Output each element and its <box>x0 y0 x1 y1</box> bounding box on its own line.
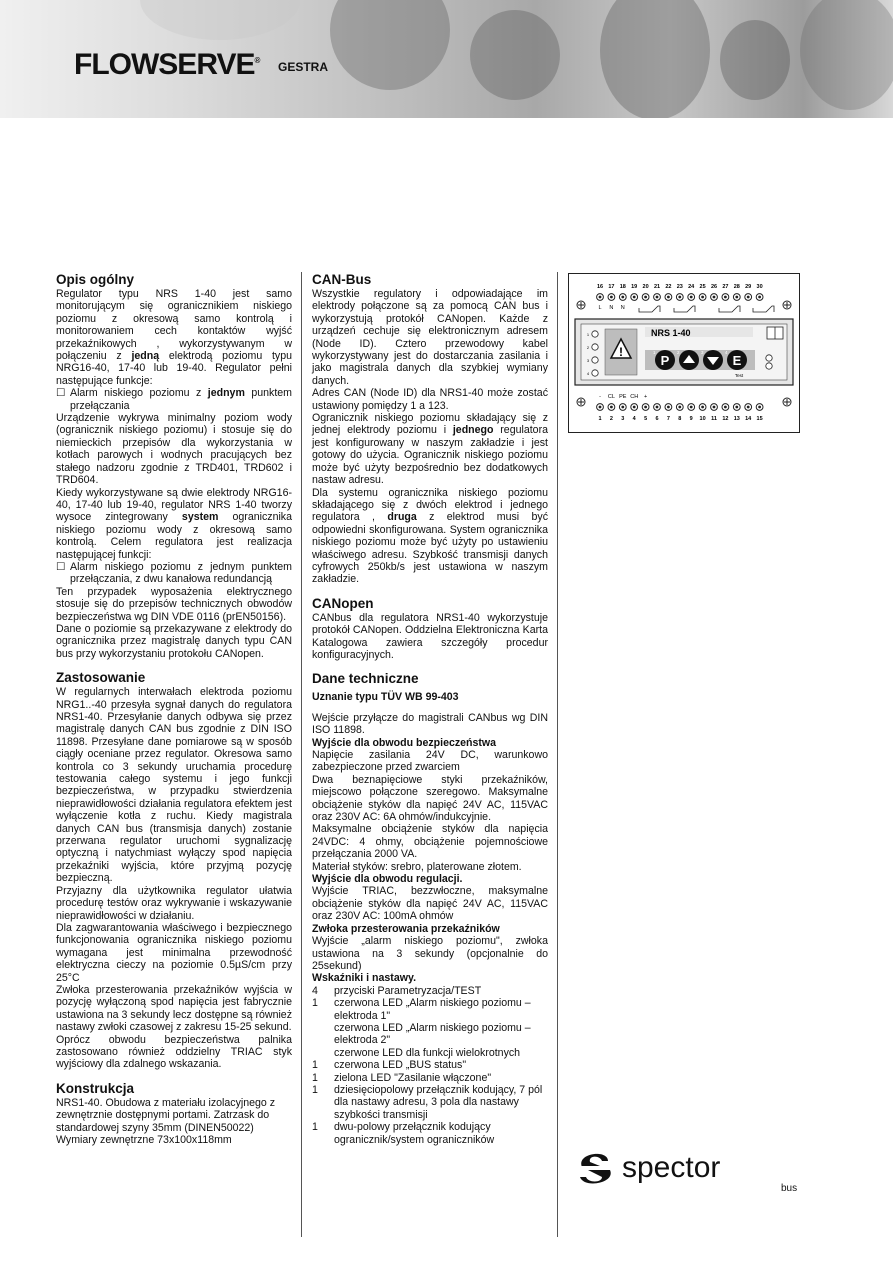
terminal-number: 16 <box>596 284 604 290</box>
terminal-number: 27 <box>722 284 729 290</box>
paragraph: Wszystkie regulatory i odpowiadające im elektrody połączone są za pomocą CAN bus i wykorzystują protokół CANopen. Każde z urządzeń cechuje się elektronicznym adresem (Node ID). Cztero przewodowy kabel wykorzystywany jest do dostarczania zasilania i jako magistrala danych dla szybkiej wymiany danych. <box>312 288 548 387</box>
device-diagram <box>569 274 799 432</box>
indicator-count: 4 <box>312 984 318 997</box>
paragraph: Zwłoka przesterowania przekaźników wyjścia w pozycję wyłączoną spod napięcia jest fabrycznie ustawiona na 3 sekundy lecz dostępne są również nastawy zwłoki czasowej z zakresu 15-25 sekund. <box>56 983 292 1034</box>
indicator-item <box>312 1072 548 1084</box>
terminal-number: 5 <box>644 416 648 422</box>
column-divider <box>301 272 302 1237</box>
indicator-item <box>312 985 548 997</box>
paragraph: Maksymalne obciążenie styków dla napięcia 24VDC: 4 ohmy, obciążenie pojemnościowe przełączania 2000 VA. <box>312 823 548 861</box>
terminal-number: 25 <box>699 284 706 290</box>
subsection-title: Wyjście dla obwodu regulacji. <box>312 873 463 886</box>
list-item: ☐ Alarm niskiego poziomu z jednym punktem przełączania, z dwu kanałowa redundancją <box>56 560 292 586</box>
led-number: 1 <box>586 332 590 337</box>
indicator-text: dziesięciopolowy przełącznik kodujący, 7 pól dla nastawy adresu, 3 pola dla nastawy szybkości transmisji <box>334 1083 543 1121</box>
terminal-number: 18 <box>619 284 626 290</box>
terminal-mark: CL <box>607 394 615 400</box>
test-label: Test <box>734 373 744 378</box>
terminal-mark: + <box>643 394 648 400</box>
indicator-count: 1 <box>312 997 318 1010</box>
checkbox-bullet-icon: ☐ <box>56 387 66 400</box>
terminal-number: 22 <box>665 284 672 290</box>
paragraph: Dwa beznapięciowe styki przekaźników, miejscowo połączone szeregowo. Maksymalne obciążenie styków dla napięć 24V AC, 115VAC oraz 230V AC: 6A ohmów/indukcyjnie. <box>312 773 548 824</box>
flowserve-logo: FLOWSERVE® <box>74 48 260 81</box>
terminal-number: 24 <box>688 284 695 290</box>
relay-contact-icon <box>753 306 774 312</box>
terminal-number: 13 <box>733 416 740 422</box>
indicator-item <box>312 1084 548 1121</box>
button-label: E <box>732 353 742 368</box>
terminal-number: 14 <box>745 416 752 422</box>
paragraph: Ten przypadek wyposażenia elektrycznego stosuje się do przepisów technicznych obwodów bezpieczeństwa wg DIN VDE 0116 (prEN50156). <box>56 585 292 623</box>
indicator-item <box>312 1047 548 1059</box>
indicator-count: 1 <box>312 1083 318 1096</box>
indicator-text: czerwone LED dla funkcji wielokrotnych <box>334 1046 521 1059</box>
terminal-mark: PE <box>619 394 627 400</box>
spector-bus-logo <box>574 1147 814 1197</box>
indicator-text: zielona LED "Zasilanie włączone" <box>334 1071 492 1084</box>
section-title: CANopen <box>312 595 374 611</box>
terminal-number: 10 <box>699 416 706 422</box>
led-indicator <box>766 355 772 361</box>
button-number: 3 <box>701 350 704 355</box>
paragraph: Przyjazny dla użytkownika regulator ułatwia procedurę testów oraz wykrywanie i wskazywanie nieprawidłowości w działaniu. <box>56 884 292 922</box>
led-indicator <box>592 370 598 376</box>
terminal-mark: - <box>599 394 601 400</box>
terminal-number: 6 <box>655 416 659 422</box>
indicator-count <box>312 1047 334 1059</box>
indicator-count: 1 <box>312 1121 318 1134</box>
terminal-number: 12 <box>722 416 729 422</box>
led-number: 4 <box>586 371 590 376</box>
section-title: Dane techniczne <box>312 671 419 687</box>
paragraph: Dla systemu ogranicznika niskiego poziomu składającego się z dwóch elektrod i jednego regulatora , druga z elektrod musi być odpowiedni skonfigurowana. System ogranicznika niskiego poziomu może być użyty po ustawieniu właściwego adresu. Szybkość transmisji danych cyfrowych 250kb/s jest ustawiona w naszym zakładzie. <box>312 486 548 586</box>
column-middle <box>312 272 548 1146</box>
button-number: 2 <box>677 350 680 355</box>
indicator-list <box>312 985 548 1146</box>
terminal-number: 7 <box>666 416 670 422</box>
subsection-title: Wskaźniki i nastawy. <box>312 972 417 985</box>
paragraph: NRS1-40. Obudowa z materiału izolacyjnego z zewnętrznie dostępnymi portami. Zatrzask do standardowej szyny 35mm (DINEN50022) Wymiary zewnętrzne 73x100x118mm <box>56 1096 276 1146</box>
led-number: 2 <box>586 345 590 350</box>
terminal-number: 9 <box>689 416 693 422</box>
list-item: ☐ Alarm niskiego poziomu z jednym punktem przełączania <box>56 387 292 412</box>
relay-contact-icon <box>639 306 660 312</box>
paragraph: Oprócz obwodu bezpieczeństwa palnika zastosowano również oddzielny TRIAC styk wyjściowy dla zdalnego wskazania. <box>56 1033 292 1071</box>
paragraph: Dane o poziomie są przekazywane z elektrody do ogranicznika przez magistralę danych typu CAN bus przy wykorzystaniu protokołu CANopen. <box>56 622 292 660</box>
terminal-number: 19 <box>631 284 638 290</box>
section-title: Opis ogólny <box>56 272 135 287</box>
header-banner <box>0 0 893 118</box>
svg-text:bus: bus <box>781 1183 798 1194</box>
paragraph: Wyjście „alarm niskiego poziomu", zwłoka ustawiona na 3 sekundy (opcjonalnie do 25sekund) <box>312 935 548 972</box>
column-left <box>56 272 292 1146</box>
gestra-logo: GESTRA <box>278 60 329 74</box>
indicator-text: czerwona LED „Alarm niskiego poziomu – elektroda 1" <box>334 997 531 1022</box>
subsection-title: Zwłoka przesterowania przekaźników <box>312 922 500 935</box>
led-indicator <box>592 344 598 350</box>
led-indicator <box>766 363 772 369</box>
subsection-title: Wyjście dla obwodu bezpieczeństwa <box>312 736 497 749</box>
section-title: Konstrukcja <box>56 1080 135 1096</box>
terminal-number: 28 <box>733 284 740 290</box>
checkbox-bullet-icon: ☐ <box>56 560 66 573</box>
button-number: 4 <box>725 350 728 355</box>
terminal-number: 8 <box>678 416 682 422</box>
section-title: CAN-Bus <box>312 272 372 287</box>
subsection-title: Uznanie typu TÜV WB 99-403 <box>312 691 459 704</box>
led-indicator <box>592 331 598 337</box>
terminal-number: 15 <box>756 416 763 422</box>
indicator-text: czerwona LED „Alarm niskiego poziomu – elektroda 2" <box>334 1021 531 1047</box>
terminal-number: 1 <box>598 416 602 422</box>
terminal-number: 26 <box>710 284 718 290</box>
indicator-text: czerwona LED „BUS status" <box>334 1059 467 1072</box>
indicator-text: dwu-polowy przełącznik kodujący ogranicznik/system ograniczników <box>334 1121 495 1146</box>
paragraph: Dla zagwarantowania właściwego i bezpiecznego funkcjonowania ogranicznika niskiego poziomu wymagana jest minimalna przewodność elektryczna cieczy na poziomie 0.5µS/cm przy 25°C <box>56 921 292 984</box>
terminal-number: 4 <box>632 416 636 422</box>
paragraph: Materiał styków: srebro, platerowane złotem. <box>312 860 522 873</box>
column-divider <box>557 272 558 1237</box>
indicator-item <box>312 1059 548 1071</box>
terminal-number: 20 <box>642 284 649 290</box>
relay-contact-icon <box>674 306 695 312</box>
paragraph: Adres CAN (Node ID) dla NRS1-40 może zostać ustawiony pomiędzy 1 a 123. <box>312 387 548 412</box>
paragraph: CANbus dla regulatora NRS1-40 wykorzystuje protokół CANopen. Oddzielna Elektroniczna Karta Katalogowa zawiera szczegóły procedur konfiguracyjnych. <box>312 611 548 661</box>
indicator-count <box>312 1022 334 1047</box>
indicator-text: przyciski Parametryzacja/TEST <box>334 984 482 997</box>
terminal-number: 3 <box>621 416 625 422</box>
terminal-mark: N <box>620 305 625 311</box>
indicator-item <box>312 1121 548 1146</box>
paragraph: Napięcie zasilania 24V DC, warunkowo zabezpieczone przed zwarciem <box>312 749 548 774</box>
terminal-mark: CH <box>630 394 639 400</box>
terminal-number: 29 <box>745 284 752 290</box>
terminal-number: 2 <box>609 416 613 422</box>
terminal-number: 23 <box>676 284 683 290</box>
relay-contact-icon <box>719 306 740 312</box>
indicator-item <box>312 997 548 1022</box>
button-label: P <box>660 353 670 368</box>
terminal-number: 17 <box>608 284 615 290</box>
indicator-count: 1 <box>312 1059 318 1072</box>
button-number: 1 <box>653 350 656 355</box>
paragraph: W regularnych interwałach elektroda poziomu NRG1..-40 przesyła sygnał danych do regulatora NRS1-40. Przesyłanie danych odbywa się przez magistralę danych CAN bus zgodnie z DIN ISO 11898. Przesyłane dane pomiarowe są w sposób ciągły oceniane przez regulator. Okresowa samo kontrola co 3 sekundy uruchamia procedurę testowania całego systemu i jego funkcji bezpieczeństwa, w przypadku stwierdzenia nieprawidłowości działania regulatora efektem jest wyłączenie kotła z ruchu. Kiedy magistrala danych CAN bus (transmisja danych) zostanie przerwana regulator uruchomi sygnalizację optyczną i natychmiast wyłączy spod napięcia przekaźniki wyjścia, które przyjmą pozycję bezpieczną. <box>56 686 292 885</box>
terminal-mark: L <box>598 305 602 311</box>
paragraph: Kiedy wykorzystywane są dwie elektrody NRG16-40, 17-40 lub 19-40, regulator NRS 1-40 tworzy wysoce zintegrowany system ogranicznika niskiego poziomu wody z okresową samo kontrolą. Celem regulatora jest realizacja następującej funkcji: <box>56 486 292 561</box>
indicator-item <box>312 1022 548 1047</box>
svg-text:!: ! <box>619 345 623 359</box>
paragraph: Wyjście TRIAC, bezzwłoczne, maksymalne obciążenie styków dla napięć 24V AC, 115VAC oraz 230V AC: 100mA ohmów <box>312 885 548 923</box>
terminal-number: 11 <box>711 416 717 422</box>
led-number: 3 <box>586 358 590 363</box>
paragraph: Urządzenie wykrywa minimalny poziom wody (ogranicznik niskiego poziomu) i stosuje się do niemieckich przepisów dla wykorzystania w kotłach parowych i wodnych pracujących bez stałego nadzoru zgodnie z TRD401, TRD602 i TRD604. <box>56 412 292 487</box>
device-front-panel <box>568 273 800 433</box>
svg-text:spector: spector <box>622 1151 721 1184</box>
terminal-number: 21 <box>653 284 661 290</box>
terminal-mark: N <box>609 305 614 311</box>
indicator-count: 1 <box>312 1071 318 1084</box>
paragraph: Wejście przyłącze do magistrali CANbus wg DIN ISO 11898. <box>312 711 548 737</box>
device-title: NRS 1-40 <box>651 328 691 338</box>
terminal-number: 30 <box>756 284 763 290</box>
paragraph: Ogranicznik niskiego poziomu składający się z jednej elektrody poziomu i jednego regulatora jest konfigurowany w naszym zakładzie i jest gotowy do użycia. Ogranicznik niskiego poziomu może być użyty bezpośrednio bez dodatkowych nastaw adresu. <box>312 412 548 487</box>
led-indicator <box>592 357 598 363</box>
paragraph: Regulator typu NRS 1-40 jest samo monitorującym się ogranicznikiem niskiego poziomu z okresową samo kontrolą i monitorowaniem cech kontaktów wyjść przekaźnikowych , wykorzystywanym w połączeniu z jedną elektrodą poziomu typu NRG16-40, 17-40 lub 19-40. Regulator pełni następujące funkcje: <box>56 288 292 387</box>
section-title: Zastosowanie <box>56 670 146 686</box>
